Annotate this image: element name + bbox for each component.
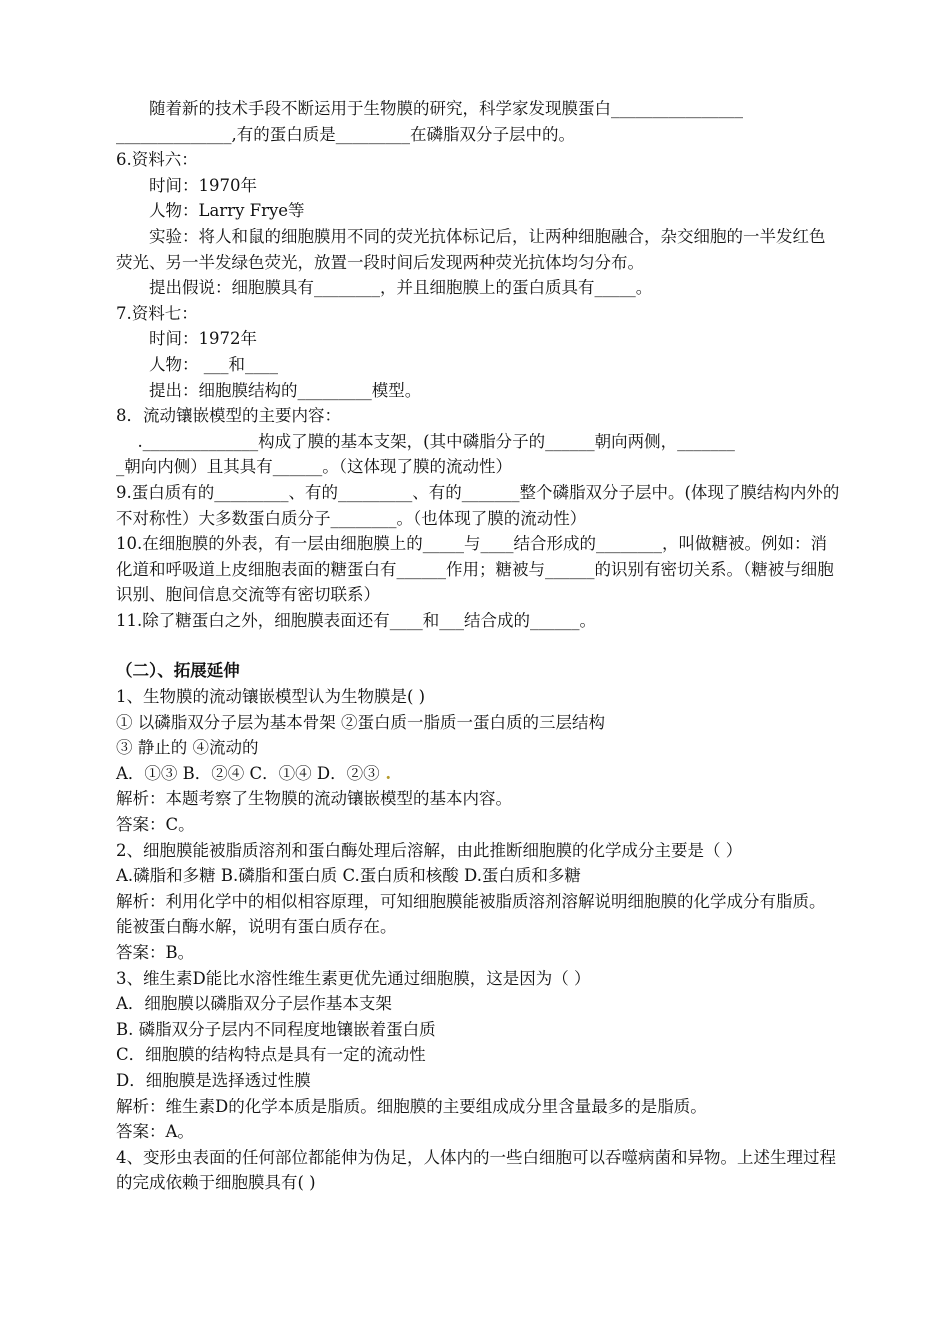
- question-option: ① 以磷脂双分子层为基本骨架 ②蛋白质一脂质一蛋白质的三层结构: [116, 712, 605, 732]
- text-line: 随着新的技术手段不断运用于生物膜的研究，科学家发现膜蛋白________________: [149, 99, 743, 118]
- question-analysis: 解析：维生素D的化学本质是脂质。细胞膜的主要组成成分里含量最多的是脂质。: [116, 1096, 707, 1116]
- question-choices: [116, 761, 840, 787]
- question-answer: 答案：C。: [116, 815, 195, 835]
- text-paragraph: 10.在细胞膜的外表，有一层由细胞膜上的_____与____结合形成的________，叫做糖被。例如：消化道和呼吸道上皮细胞表面的糖蛋白有______作用；糖被与______的识别有密切关系。（糖被与细胞识别、胞间信息交流等有密切联系）: [116, 534, 834, 605]
- text-line: 时间：1970年: [149, 175, 257, 195]
- document-page: [116, 96, 840, 1196]
- question-choices: A.磷脂和多糖 B.磷脂和蛋白质 C.蛋白质和核酸 D.蛋白质和多糖: [116, 866, 581, 886]
- stray-dot-mark: .: [379, 763, 392, 783]
- text-line: 人物： ___和____: [149, 354, 278, 374]
- question-analysis: 解析：本题考察了生物膜的流动镶嵌模型的基本内容。: [116, 789, 512, 809]
- question-answer: 答案：B。: [116, 943, 195, 962]
- question-option: B. 磷脂双分子层内不同程度地镶嵌着蛋白质: [116, 1019, 436, 1039]
- item-heading: 7.资料七：: [116, 303, 198, 323]
- question-option: A．细胞膜以磷脂双分子层作基本支架: [116, 994, 392, 1014]
- choices-text: A．①③ B．②④ C．①④ D．②③: [116, 763, 380, 783]
- item-heading: 6.资料六：: [116, 150, 198, 170]
- question-stem: 4、变形虫表面的任何部位都能伸为伪足，人体内的一些白细胞可以吞噬病菌和异物。上述生理过程的完成依赖于细胞膜具有( ): [116, 1147, 836, 1193]
- text-line: 时间：1972年: [149, 329, 257, 349]
- item-heading: 8．流动镶嵌模型的主要内容：: [116, 406, 341, 426]
- question-option: C．细胞膜的结构特点是具有一定的流动性: [116, 1045, 426, 1065]
- text-line: 提出假说：细胞膜具有________，并且细胞膜上的蛋白质具有_____。: [149, 278, 653, 298]
- question-answer: 答案：A。: [116, 1122, 194, 1142]
- question-analysis: 解析：利用化学中的相似相容原理，可知细胞膜能被脂质溶剂溶解说明细胞膜的化学成分有脂质。能被蛋白酶水解，说明有蛋白质存在。: [116, 891, 826, 937]
- spacer: [116, 633, 840, 658]
- text-line: 人物：Larry Frye等: [149, 201, 305, 221]
- text-line: .______________构成了膜的基本支架，(其中磷脂分子的______朝向两侧，_______: [137, 431, 735, 451]
- question-option: D．细胞膜是选择透过性膜: [116, 1070, 311, 1090]
- question-option: ③ 静止的 ④流动的: [116, 738, 259, 758]
- question-stem: 1、生物膜的流动镶嵌模型认为生物膜是( ): [116, 687, 426, 707]
- text-paragraph: 实验：将人和鼠的细胞膜用不同的荧光抗体标记后，让两种细胞融合，杂交细胞的一半发红色荧光、另一半发绿色荧光，放置一段时间后发现两种荧光抗体均匀分布。: [116, 226, 826, 272]
- question-stem: 3、维生素D能比水溶性维生素更优先通过细胞膜，这是因为（ ）: [116, 968, 591, 988]
- section-title: （二）、拓展延伸: [116, 661, 240, 681]
- text-paragraph: 9.蛋白质有的_________、有的_________、有的_______整个磷脂双分子层中。(体现了膜结构内外的不对称性）大多数蛋白质分子________。（也体现了膜的流动性）: [116, 482, 840, 528]
- text-line: ______________,有的蛋白质是_________在磷脂双分子层中的。: [116, 124, 575, 144]
- text-line: 提出：细胞膜结构的_________模型。: [149, 380, 422, 400]
- text-line: 11.除了糖蛋白之外，细胞膜表面还有____和___结合成的______。: [116, 610, 596, 630]
- question-stem: 2、细胞膜能被脂质溶剂和蛋白酶处理后溶解，由此推断细胞膜的化学成分主要是（ ）: [116, 840, 743, 860]
- text-line: _朝向内侧）且其具有______。（这体现了膜的流动性）: [116, 457, 512, 477]
